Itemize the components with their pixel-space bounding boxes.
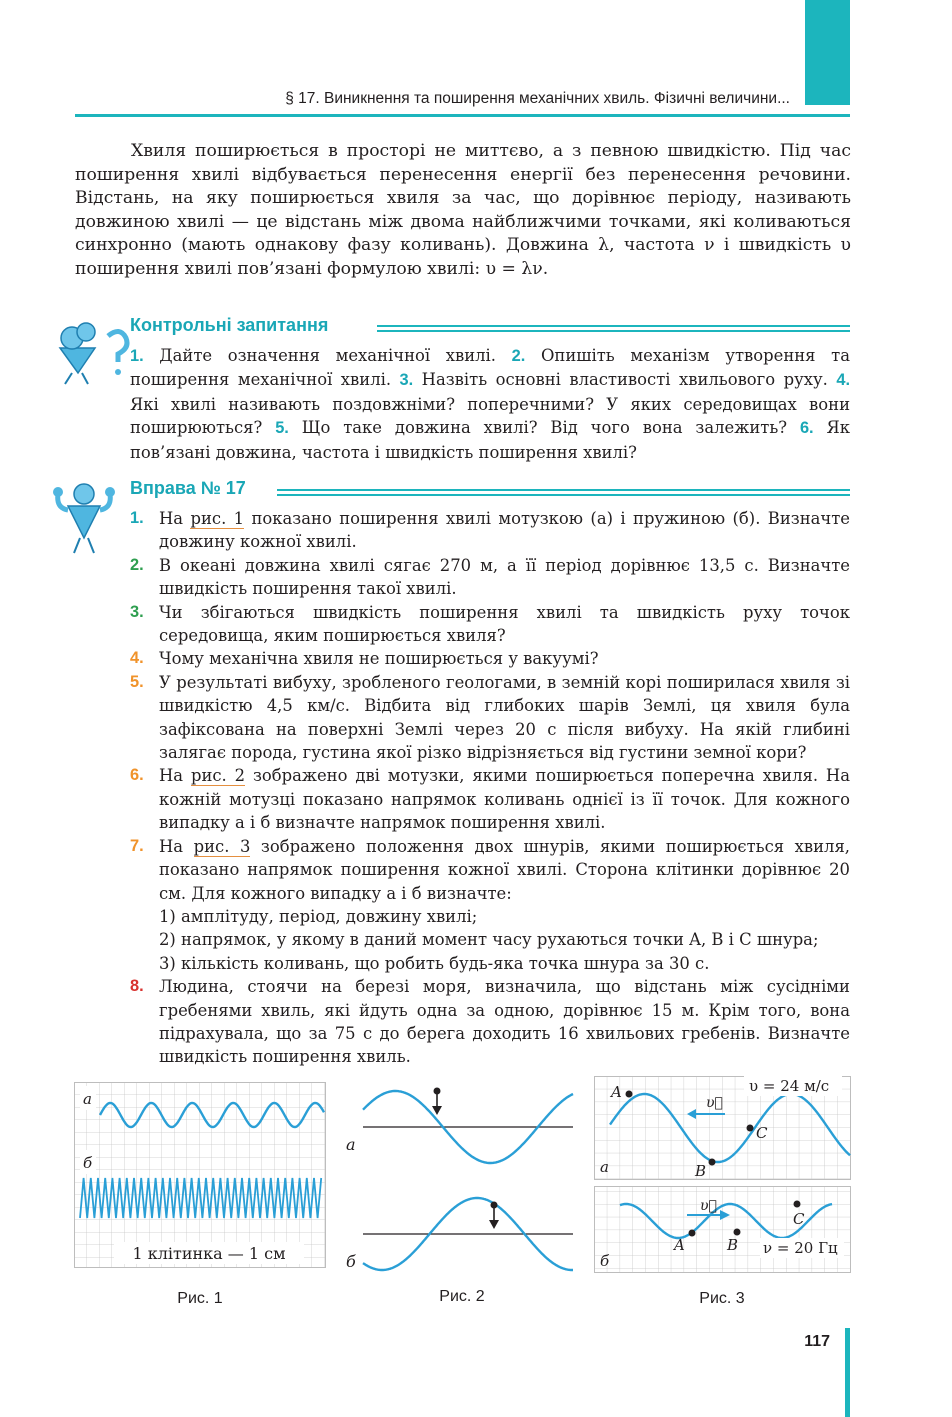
rope-point-a (434, 1088, 441, 1095)
point-a-marker (689, 1230, 696, 1237)
questions-title-rule (377, 325, 850, 332)
point-c-marker (794, 1201, 801, 1208)
exercise-item (130, 671, 850, 765)
exercise-text: зображено дві мотузки, якими поширюється поперечна хвиля. На кожній мотузці показано напрямок коливань однієї із її точок. Для кожного випадку а і б визначте напрямок поширення хвилі. (159, 766, 850, 833)
question-number: 4. (836, 371, 850, 390)
exercise-title: Вправа № 17 (130, 478, 246, 498)
point-b-marker (734, 1229, 741, 1236)
question-number: 3. (399, 371, 414, 390)
exercise-number: 2. (130, 555, 144, 574)
exercise-text: Людина, стоячи на березі моря, визначила, що відстань між сусідніми гребенями хвиль, які йдуть одна за одною, дорівнює 15 м. Крім того, вона підрахувала, що за 75 с до берега доходить 16 хвильових гребенів. Визначте швидкість поширення хвиль. (159, 977, 850, 1067)
exercise-number: 3. (130, 602, 144, 621)
thinking-mascot-icon (50, 318, 132, 388)
exercise-subitem: 2) напрямок, у якому в даний момент часу рухаються точки A, B і C шнура; (159, 930, 819, 950)
exercise-number: 6. (130, 766, 144, 785)
question-text: Назвіть основні властивості хвильового руху. (413, 370, 837, 390)
figure-1 (74, 1082, 326, 1268)
header-rule (75, 114, 850, 117)
page-edge-tab (845, 1328, 850, 1417)
question-text: Як пов’язані довжина, частота і швидкість поширення хвилі? (130, 418, 850, 462)
exercise-text: У результаті вибуху, зробленого геологами, в земній корі поширилася хвиля зі швидкістю 4,5 км/с. Відбита від глибоких шарів Землі, ця хвиля була зафіксована на поверхні Землі через 20 с після вибуху. На якій глибині залягає порода, густина якої різко відрізняється від густини земної кори? (159, 672, 850, 763)
question-text: Які хвилі називають поздовжніми? поперечними? У яких середовищах вони поширюються? (130, 394, 850, 438)
exercise-item (130, 601, 850, 648)
exercise-text: Чому механічна хвиля не поширюється у вакуумі? (159, 649, 599, 669)
exercise-number: 4. (130, 649, 144, 668)
fig1-label-b: б (83, 1154, 93, 1172)
intro-text: Хвиля поширюється в просторі не миттєво, а з певною швидкістю. Під час поширення хвилі відбувається перенесення енергії без перенесення речовини. Відстань, на яку поширюється хвиля за час, що дорівнює періоду, називають довжиною хвилі — це відстань між двома найближчими точками, які коливаються синхронно (мають однакову фазу коливань). Довжина λ, частота ν і швидкість υ поширення хвилі пов’язані формулою хвилі: υ = λν. (75, 141, 851, 279)
figure-reference-link[interactable]: рис. 2 (190, 766, 246, 786)
exercise-item (130, 647, 850, 670)
fig3-caption: Рис. 3 (699, 1290, 745, 1307)
figure-reference-link[interactable]: рис. 3 (193, 836, 251, 856)
exercise-text: На (159, 509, 191, 528)
exercise-item (130, 835, 850, 975)
exercise-item (130, 764, 850, 834)
fig3-freq-text: ν = 20 Гц (763, 1239, 838, 1257)
exercise-text: показано поширення хвилі мотузкою (а) і пружиною (б). Визначте довжину кожної хвилі. (159, 509, 851, 552)
fig3-label-b: б (600, 1252, 610, 1270)
exercise-text: В океані довжина хвилі сягає 270 м, а її період дорівнює 13,5 с. Визначте швидкість поширення такої хвилі. (159, 555, 850, 599)
exercise-title-rule (277, 489, 850, 496)
fig3-point-b: B (695, 1162, 707, 1180)
exercise-text: На (159, 836, 194, 856)
page-number: 117 (804, 1333, 830, 1350)
exercise-text: зображено положення двох шнурів, якими поширюється хвиля, показано напрямок поширення кожної хвилі. Сторона клітинки дорівнює 20 см. Для кожного випадку а і б визначте: (159, 836, 850, 903)
arrow-down-icon (432, 1106, 442, 1115)
fig2-caption: Рис. 2 (439, 1288, 485, 1305)
fig3-point-c-b: C (793, 1210, 805, 1228)
velocity-symbol-b: υ⃗ (700, 1198, 717, 1214)
grid-background-b (595, 1187, 851, 1273)
exercise-item (130, 975, 850, 1069)
question-number: 5. (275, 419, 289, 438)
fig3-speed-text: υ = 24 м/с (749, 1077, 830, 1095)
velocity-symbol-a: υ⃗ (706, 1095, 723, 1111)
fig2-label-a: а (346, 1135, 356, 1154)
point-c-marker (747, 1125, 754, 1132)
point-a-marker (626, 1091, 633, 1098)
arrow-down-icon (489, 1220, 499, 1229)
exercise-number: 7. (130, 836, 144, 855)
fig3-label-a: а (600, 1158, 609, 1176)
fig1-label-a: а (83, 1090, 92, 1108)
question-text: Опишіть механізм утворення та поширення механічної хвилі. (130, 346, 850, 390)
intro-paragraph (75, 140, 851, 281)
question-number: 1. (130, 347, 144, 365)
question-number: 2. (511, 347, 526, 365)
fig1-caption: Рис. 1 (177, 1290, 223, 1307)
point-b-marker (709, 1159, 716, 1166)
exercise-number: 5. (130, 672, 144, 691)
exercise-subitem: 1) амплітуду, період, довжину хвилі; (159, 906, 478, 926)
exercise-number: 8. (130, 977, 144, 996)
exercise-text: На (159, 766, 191, 786)
question-text: Дайте означення механічної хвилі. (143, 346, 512, 365)
fig3-point-b-b: B (727, 1236, 739, 1254)
exercise-number: 1. (130, 509, 144, 527)
question-text: Що таке довжина хвилі? Від чого вона залежить? (288, 418, 800, 438)
strong-mascot-icon (50, 478, 122, 558)
exercise-subitem: 3) кількість коливань, що робить будь-яка точка шнура за 30 с. (159, 953, 710, 973)
fig2-label-b: б (346, 1252, 356, 1271)
fig1-scale-text: 1 клітинка — 1 см (132, 1244, 286, 1263)
figure-3 (594, 1076, 851, 1274)
fig3-point-c: C (756, 1124, 768, 1142)
chapter-tab (805, 0, 850, 105)
exercise-list (130, 507, 850, 1069)
running-header: § 17. Виникнення та поширення механічних хвиль. Фізичні величини... (285, 90, 790, 107)
figure-reference-link[interactable]: рис. 1 (190, 509, 245, 528)
exercise-item (130, 554, 850, 601)
fig3-point-a-b: A (674, 1236, 685, 1254)
rope-point-b (491, 1202, 498, 1209)
figure-2 (343, 1080, 578, 1280)
fig3-point-a: A (611, 1083, 622, 1101)
questions-title: Контрольні запитання (130, 315, 329, 335)
question-number: 6. (799, 419, 814, 438)
exercise-text: Чи збігаються швидкість поширення хвилі та швидкість руху точок середовища, яким поширюється хвиля? (159, 602, 850, 646)
exercise-item (130, 507, 850, 554)
questions-text (130, 344, 850, 464)
